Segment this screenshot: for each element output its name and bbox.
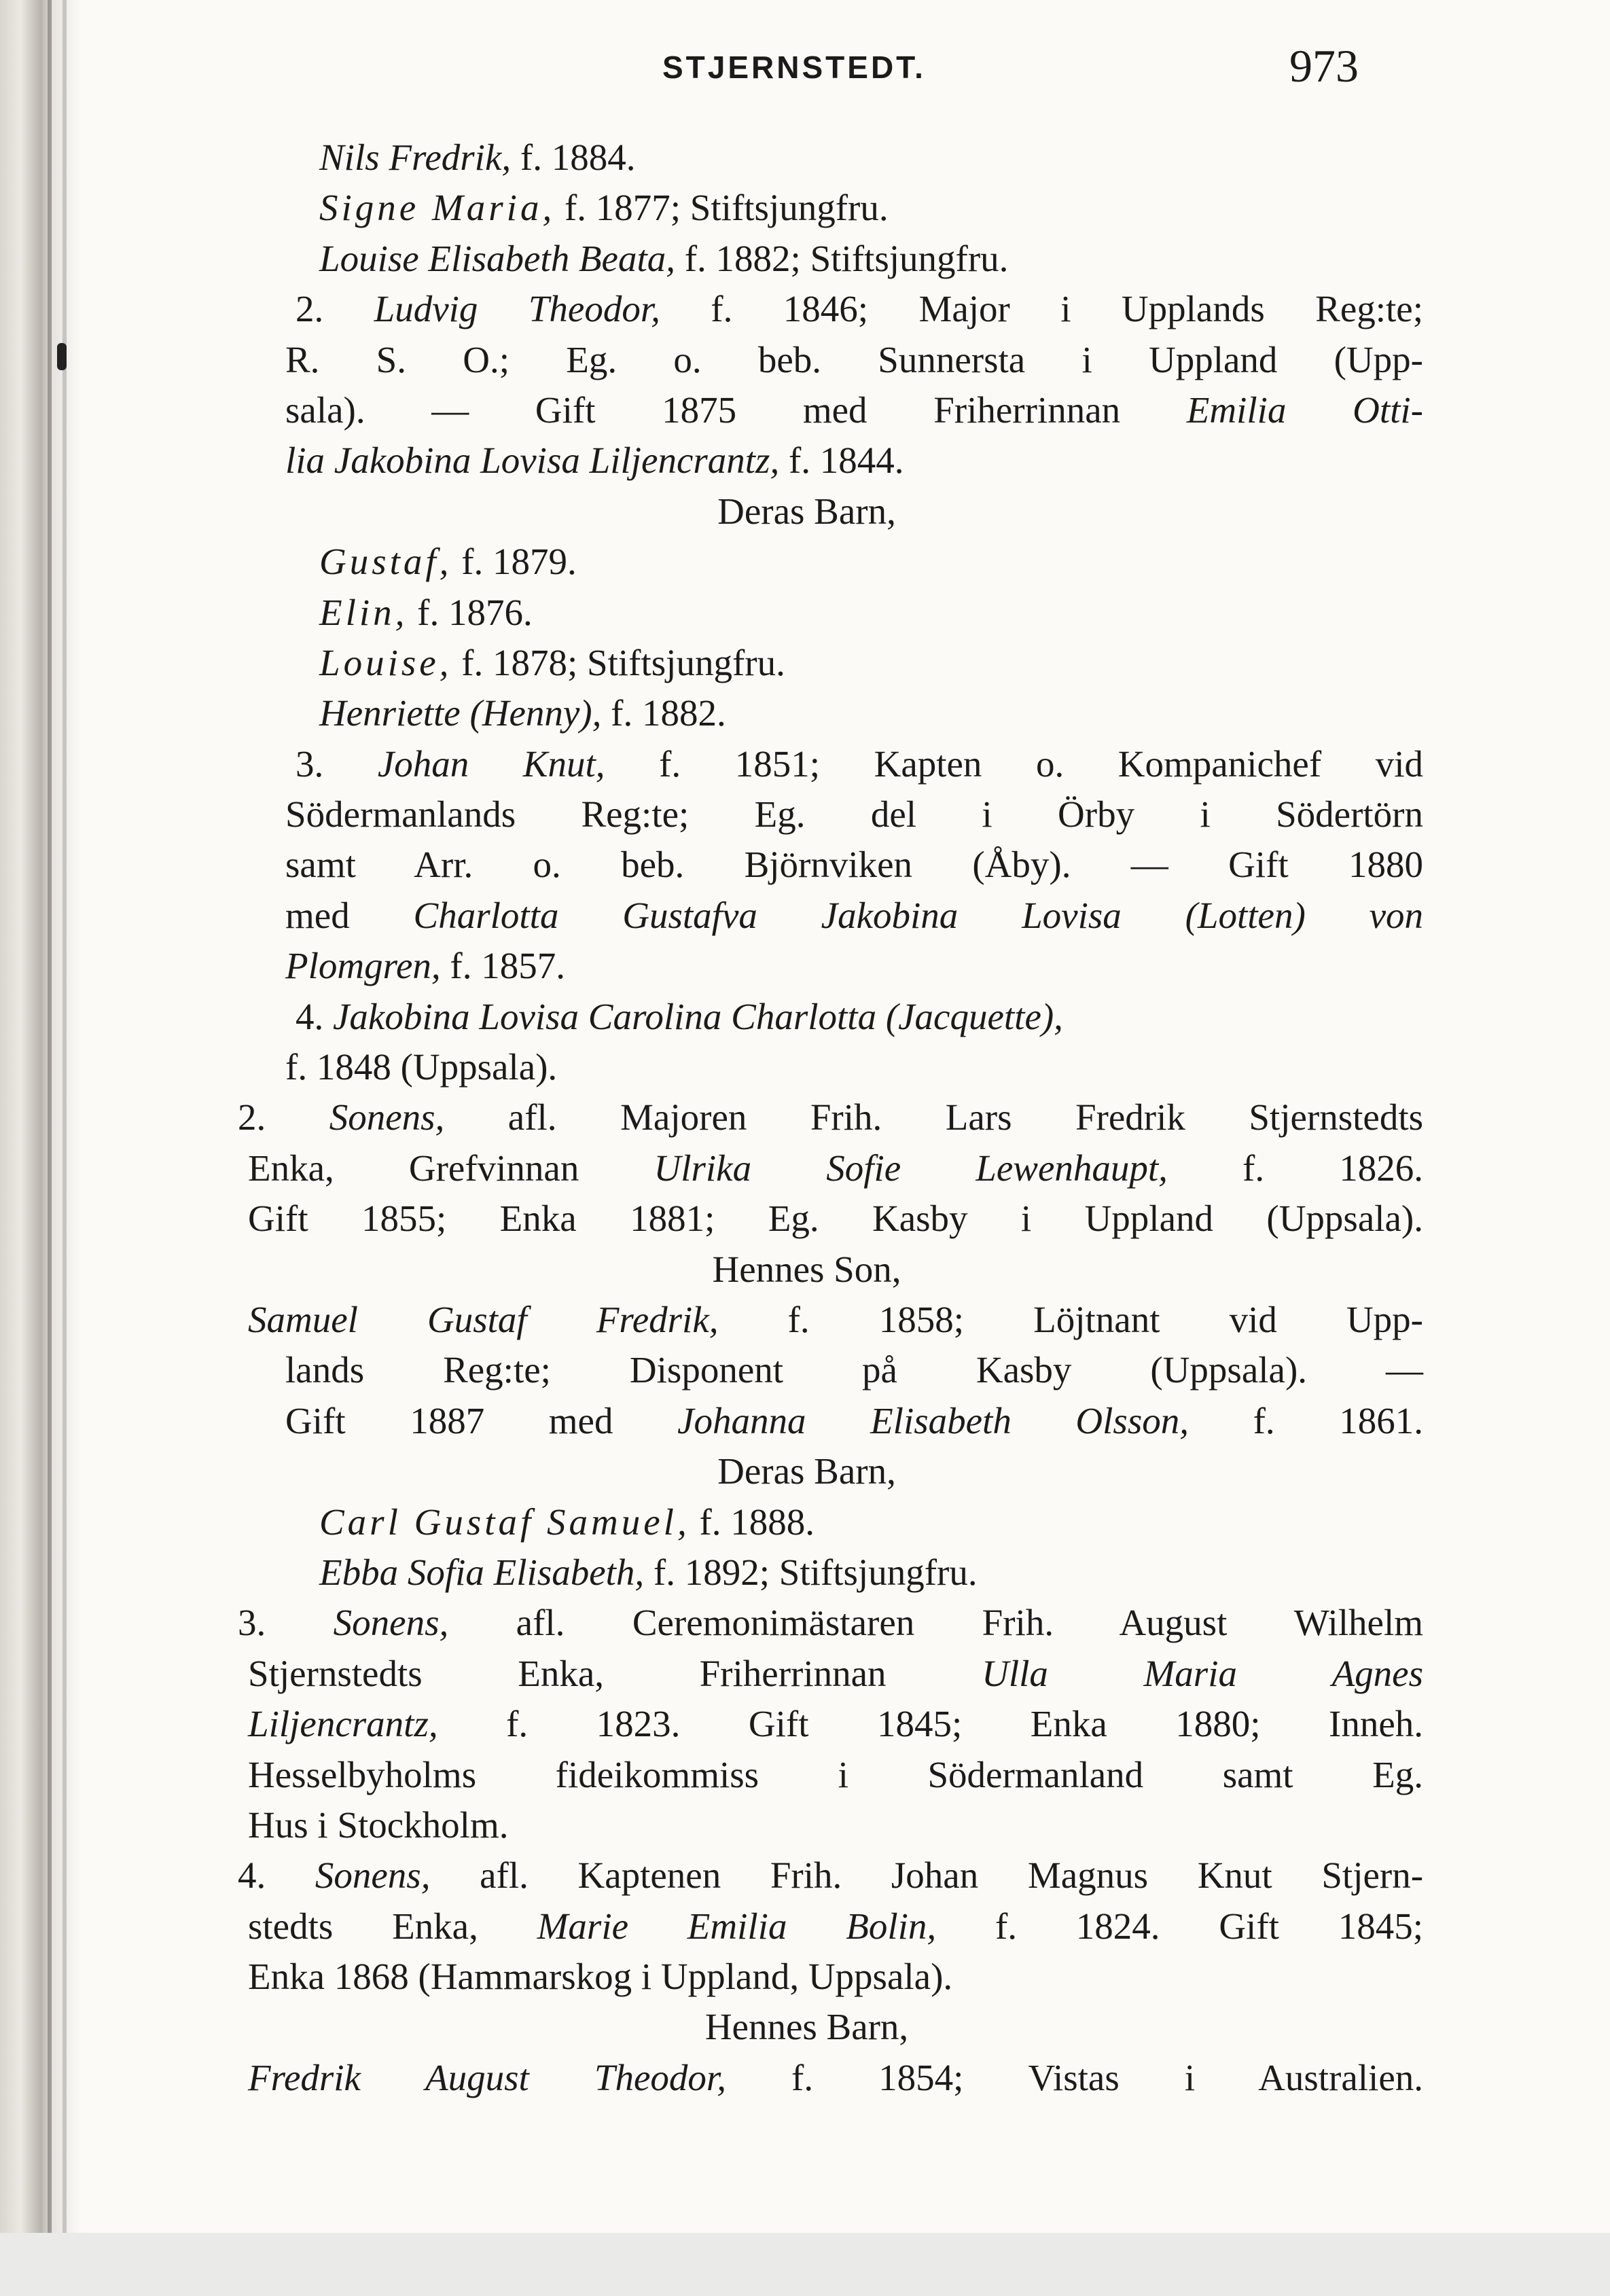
text-line: Deras Barn, (717, 1450, 896, 1492)
text-line: Hennes Barn, (704, 2006, 909, 2048)
text-line: 4. Jakobina Lovisa Carolina Charlotta (Jacquette), (296, 995, 1063, 1037)
text-line: Enka 1868 (Hammarskog i Uppland, Uppsala). (248, 1956, 953, 1998)
text-line: Fredrik August Theodor, f. 1854; Vistas i Australien. (248, 2056, 1423, 2098)
gutter-line (48, 0, 52, 2233)
text-line: Louise, f. 1878; Stiftsjungfru. (319, 641, 785, 683)
text-line: 3. Johan Knut, f. 1851; Kapten o. Kompanichef vid (296, 742, 1423, 785)
text-line: Louise Elisabeth Beata, f. 1882; Stiftsjungfru. (319, 237, 1009, 279)
text-line: Gift 1855; Enka 1881; Eg. Kasby i Uppland (Uppsala). (248, 1198, 1423, 1240)
page-header (285, 39, 1359, 101)
text-line: R. S. O.; Eg. o. beb. Sunnersta i Uppland (Upp- (285, 338, 1423, 380)
text-line: Henriette (Henny), f. 1882. (319, 692, 726, 734)
text-line: Liljencrantz, f. 1823. Gift 1845; Enka 1880; Inneh. (248, 1703, 1423, 1745)
text-line: Deras Barn, (717, 490, 896, 532)
text-line: stedts Enka, Marie Emilia Bolin, f. 1824. Gift 1845; (248, 1905, 1423, 1947)
text-line: 2. Sonens, afl. Majoren Frih. Lars Fredrik Stjernstedts (238, 1096, 1424, 1138)
gutter-line (62, 0, 67, 2233)
gutter-mark (57, 343, 67, 370)
running-title: STJERNSTEDT. (662, 50, 926, 85)
text-line: Nils Fredrik, f. 1884. (319, 137, 636, 178)
text-line: 2. Ludvig Theodor, f. 1846; Major i Upplands Reg:te; (296, 288, 1424, 330)
text-line: 3. Sonens, afl. Ceremonimästaren Frih. August Wilhelm (238, 1602, 1424, 1644)
text-line: Ebba Sofia Elisabeth, f. 1892; Stiftsjungfru. (319, 1551, 978, 1593)
text-line: sala). — Gift 1875 med Friherrinnan Emilia Otti- (285, 389, 1423, 431)
text-line: Hennes Son, (712, 1248, 901, 1290)
text-line: 4. Sonens, afl. Kaptenen Frih. Johan Magnus Knut Stjern- (238, 1854, 1424, 1897)
text-line: samt Arr. o. beb. Björnviken (Åby). — Gift 1880 (285, 844, 1423, 886)
scan-margin (0, 2233, 1610, 2296)
text-line: Signe Maria, f. 1877; Stiftsjungfru. (319, 187, 889, 229)
text-line: lands Reg:te; Disponent på Kasby (Uppsala). — (285, 1349, 1423, 1391)
text-line: Gift 1887 med Johanna Elisabeth Olsson, f. 1861. (285, 1399, 1423, 1441)
text-line: lia Jakobina Lovisa Liljencrantz, f. 1844. (285, 440, 904, 482)
text-line: Hesselbyholms fideikommiss i Södermanland samt Eg. (248, 1753, 1423, 1795)
text-line: Elin, f. 1876. (319, 591, 533, 633)
text-line: Hus i Stockholm. (248, 1804, 509, 1846)
text-line: med Charlotta Gustafva Jakobina Lovisa (Lotten) von (285, 894, 1423, 936)
text-line: Gustaf, f. 1879. (319, 541, 577, 583)
page-gutter-shadow (0, 0, 82, 2233)
text-line: Enka, Grefvinnan Ulrika Sofie Lewenhaupt, f. 1826. (248, 1147, 1423, 1189)
text-line: f. 1848 (Uppsala). (285, 1046, 558, 1088)
text-line: Samuel Gustaf Fredrik, f. 1858; Löjtnant vid Upp- (248, 1298, 1423, 1340)
register-text (190, 132, 1423, 2103)
text-line: Plomgren, f. 1857. (285, 945, 565, 987)
text-line: Stjernstedts Enka, Friherrinnan Ulla Maria Agnes (248, 1652, 1423, 1694)
page-number: 973 (1289, 40, 1359, 92)
text-line: Södermanlands Reg:te; Eg. del i Örby i Södertörn (285, 793, 1423, 836)
text-line: Carl Gustaf Samuel, f. 1888. (319, 1501, 815, 1543)
